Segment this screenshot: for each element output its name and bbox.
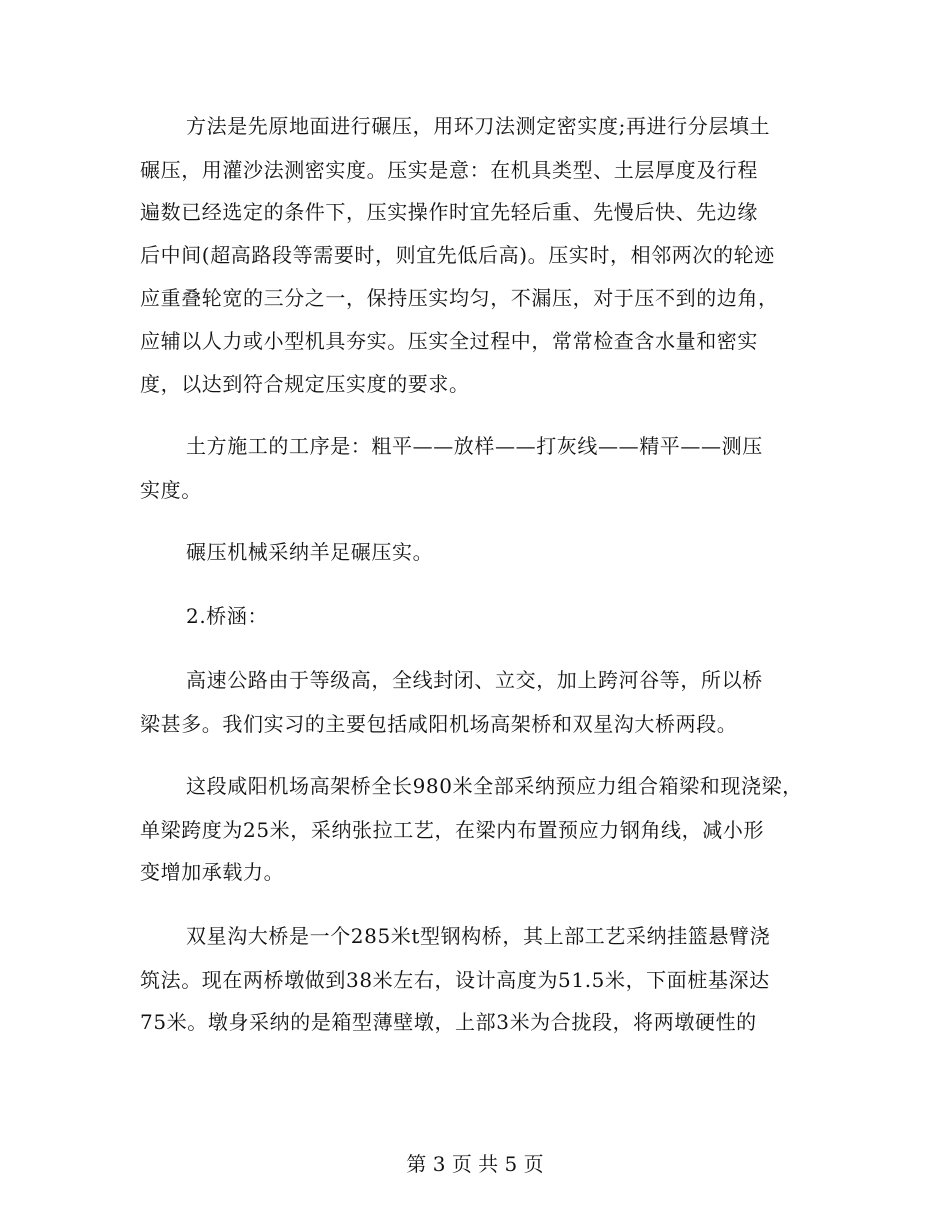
paragraph-line: 应辅以人力或小型机具夯实。压实全过程中，常常检查含水量和密实 (140, 329, 758, 353)
page-number-footer: 第 3 页 共 5 页 (406, 1152, 544, 1176)
paragraph-line: 75米。墩身采纳的是箱型薄壁墩，上部3米为合拢段，将两墩硬性的 (140, 1010, 757, 1034)
paragraph-line: 高速公路由于等级高，全线封闭、立交，加上跨河谷等，所以桥 (186, 668, 763, 692)
paragraph-line: 碾压，用灌沙法测密实度。压实是意：在机具类型、土层厚度及行程 (140, 158, 758, 182)
paragraph-line: 单梁跨度为25米，采纳张拉工艺，在梁内布置预应力钢角线，减小形 (140, 818, 765, 842)
paragraph-line: 这段咸阳机场高架桥全长980米全部采纳预应力组合箱梁和现浇梁， (186, 774, 803, 798)
paragraph-line: 变增加承载力。 (140, 860, 285, 884)
paragraph-line: 筑法。现在两桥墩做到38米左右，设计高度为51.5米，下面桩基深达 (140, 968, 770, 992)
paragraph-line: 实度。 (140, 478, 202, 502)
paragraph-line: 双星沟大桥是一个285米t型钢构桥，其上部工艺采纳挂篮悬臂浇 (186, 924, 771, 948)
paragraph-line: 应重叠轮宽的三分之一，保持压实均匀，不漏压，对于压不到的边角， (140, 286, 779, 310)
paragraph-line: 遍数已经选定的条件下，压实操作时宜先轻后重、先慢后快、先边缘 (140, 200, 758, 224)
paragraph-line: 度，以达到符合规定压实度的要求。 (140, 372, 470, 396)
paragraph-line: 后中间(超高路段等需要时，则宜先低后高)。压实时，相邻两次的轮迹 (140, 243, 775, 267)
paragraph-line: 梁甚多。我们实习的主要包括咸阳机场高架桥和双星沟大桥两段。 (140, 712, 738, 736)
paragraph-line: 方法是先原地面进行碾压，用环刀法测定密实度;再进行分层填土 (186, 114, 771, 138)
paragraph-line: 碾压机械采纳羊足碾压实。 (186, 540, 434, 564)
paragraph-line: 土方施工的工序是：粗平——放样——打灰线——精平——测压 (186, 434, 763, 458)
section-heading: 2.桥涵： (186, 604, 269, 628)
